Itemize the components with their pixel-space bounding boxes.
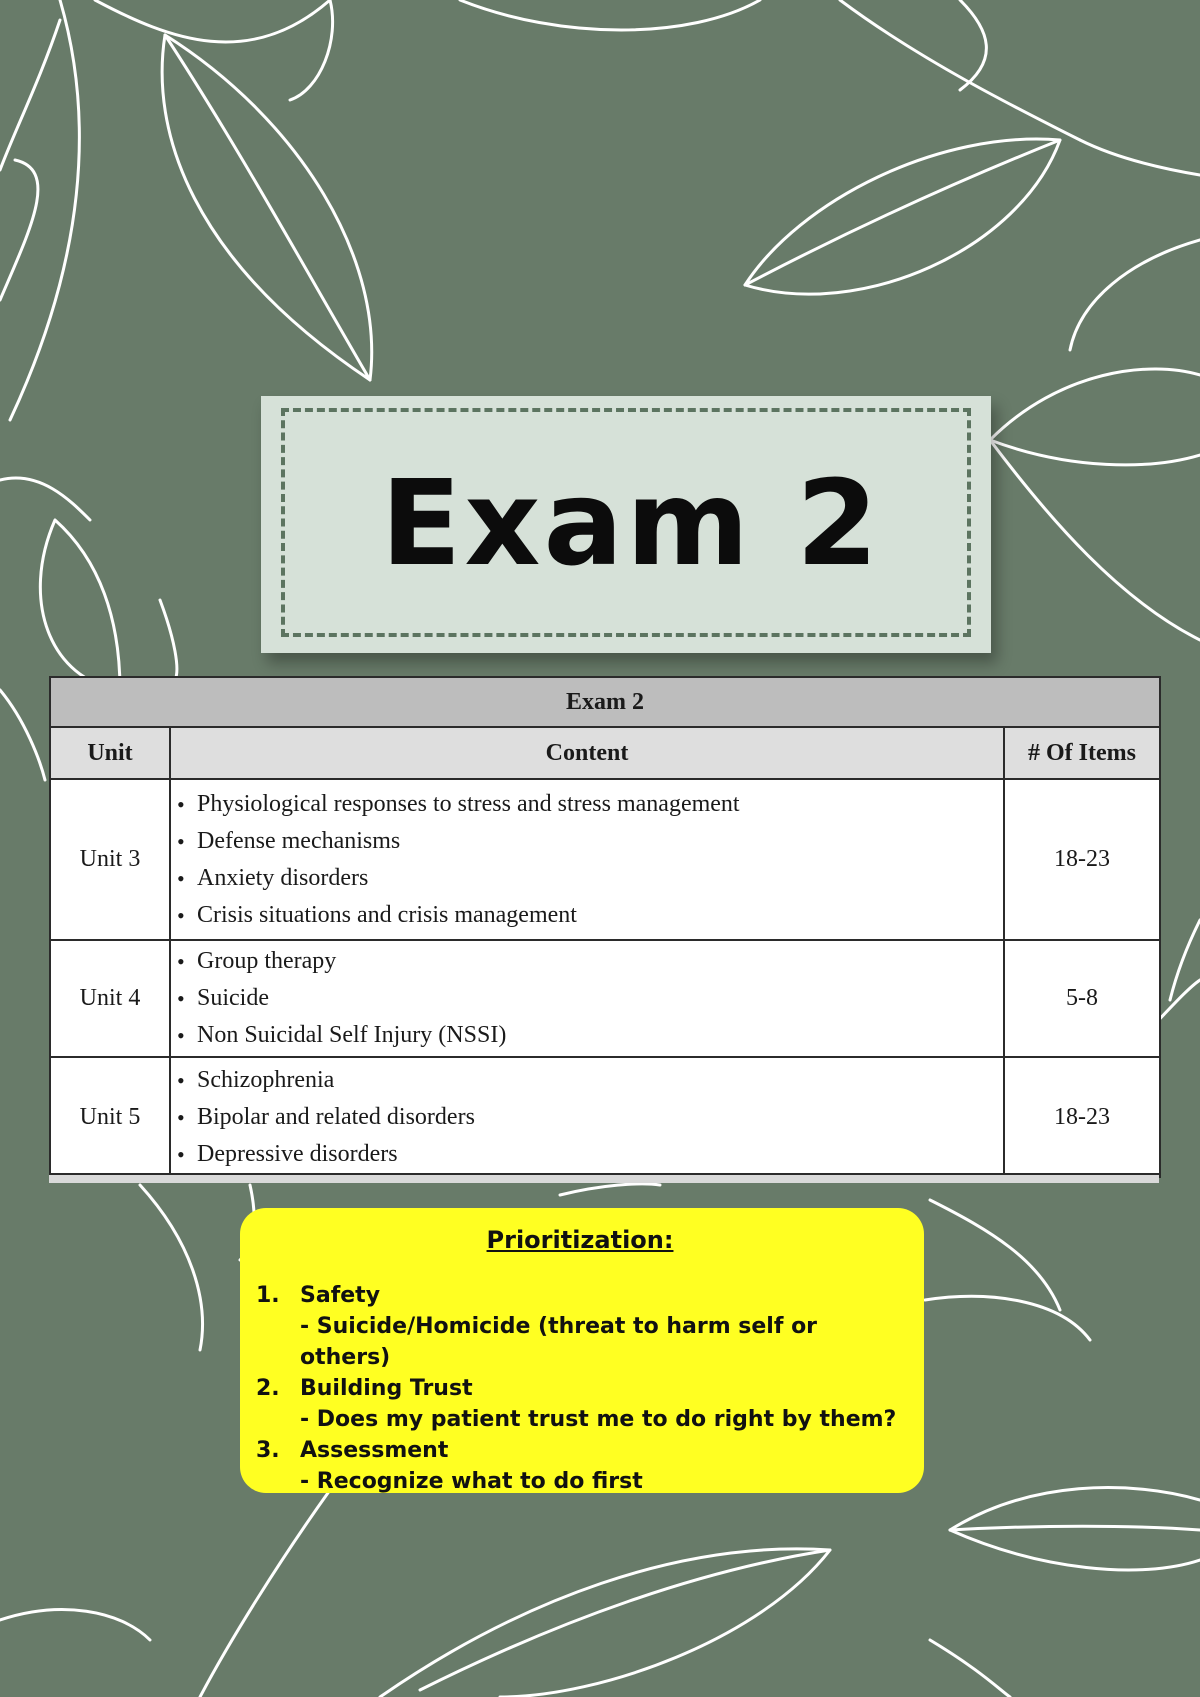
list-item: • Anxiety disorders <box>175 860 999 897</box>
list-item: • Non Suicidal Self Injury (NSSI) <box>175 1017 999 1054</box>
leaf-stem <box>0 478 90 520</box>
leaf-outline <box>950 1488 1200 1530</box>
table-caption: Exam 2 <box>50 677 1160 727</box>
leaf-outline <box>460 0 760 30</box>
leaf-stem <box>990 440 1200 640</box>
priority-text <box>300 1280 904 1373</box>
priority-list <box>256 1280 904 1497</box>
leaf-outline <box>380 1549 830 1697</box>
priority-number: 2. <box>256 1376 280 1401</box>
exam-table <box>49 676 1161 1178</box>
list-item: • Depressive disorders <box>175 1136 999 1173</box>
page-title: Exam 2 <box>380 453 882 592</box>
list-item: • Crisis situations and crisis management <box>175 897 999 934</box>
leaf-outline <box>560 1184 660 1195</box>
list-item: • Defense mechanisms <box>175 823 999 860</box>
leaf-outline <box>990 440 1200 465</box>
leaf-outline <box>95 0 330 42</box>
leaf-stem <box>840 0 1080 140</box>
list-item: • Suicide <box>175 980 999 1017</box>
leaf-outline <box>960 0 986 90</box>
priority-detail: - Recognize what to do first <box>300 1469 643 1494</box>
column-header-content: Content <box>170 727 1004 779</box>
priority-text <box>300 1373 896 1435</box>
leaf-outline <box>160 600 177 680</box>
leaf-outline <box>140 1185 203 1350</box>
leaf-outline <box>0 160 38 300</box>
priority-text <box>300 1435 643 1497</box>
content-cell <box>170 1057 1004 1177</box>
priority-item <box>256 1373 904 1435</box>
table-row <box>50 779 1160 940</box>
leaf-vein <box>950 1526 1200 1530</box>
list-item: • Group therapy <box>175 943 999 980</box>
leaf-outline <box>1070 240 1200 350</box>
leaf-outline <box>200 1490 330 1697</box>
leaf-stem <box>0 20 60 170</box>
content-cell <box>170 779 1004 940</box>
content-list <box>175 786 999 934</box>
leaf-outline <box>745 139 1060 294</box>
table-row <box>50 1057 1160 1177</box>
column-header-items: # Of Items <box>1004 727 1160 779</box>
leaf-outline <box>1170 920 1200 1000</box>
leaf-stem <box>1080 140 1200 175</box>
content-cell <box>170 940 1004 1057</box>
list-item: • Schizophrenia <box>175 1062 999 1099</box>
leaf-outline <box>950 1530 1200 1570</box>
leaf-outline <box>0 690 45 780</box>
priority-item <box>256 1280 904 1373</box>
note-title: Prioritization: <box>486 1226 674 1254</box>
leaf-vein <box>420 1550 830 1690</box>
priority-item <box>256 1435 904 1497</box>
priority-detail: - Does my patient trust me to do right by them? <box>300 1407 897 1432</box>
table-header-row <box>50 727 1160 779</box>
content-list <box>175 1062 999 1173</box>
priority-number: 3. <box>256 1438 280 1463</box>
unit-cell: Unit 4 <box>50 940 170 1057</box>
items-cell: 18-23 <box>1004 1057 1160 1177</box>
column-header-unit: Unit <box>50 727 170 779</box>
unit-cell: Unit 5 <box>50 1057 170 1177</box>
leaf-vein <box>165 35 370 380</box>
priority-label: Safety <box>300 1283 381 1308</box>
priority-label: Building Trust <box>300 1376 473 1401</box>
items-cell: 18-23 <box>1004 779 1160 940</box>
unit-cell: Unit 3 <box>50 779 170 940</box>
content-list <box>175 943 999 1054</box>
leaf-outline <box>0 1610 150 1640</box>
table-caption-row <box>50 677 1160 727</box>
leaf-outline <box>925 1296 1090 1340</box>
leaf-outline <box>990 369 1200 440</box>
table-row <box>50 940 1160 1057</box>
list-item: • Bipolar and related disorders <box>175 1099 999 1136</box>
leaf-outline <box>930 1200 1060 1310</box>
leaf-outline <box>40 520 120 690</box>
title-card <box>261 396 991 653</box>
priority-detail: - Suicide/Homicide (threat to harm self or others) <box>300 1314 818 1370</box>
leaf-outline <box>930 1640 1010 1697</box>
priority-number: 1. <box>256 1283 280 1308</box>
prioritization-note <box>240 1208 924 1493</box>
table-bottom-edge <box>49 1173 1159 1183</box>
items-cell: 5-8 <box>1004 940 1160 1057</box>
list-item: • Physiological responses to stress and stress management <box>175 786 999 823</box>
priority-label: Assessment <box>300 1438 449 1463</box>
